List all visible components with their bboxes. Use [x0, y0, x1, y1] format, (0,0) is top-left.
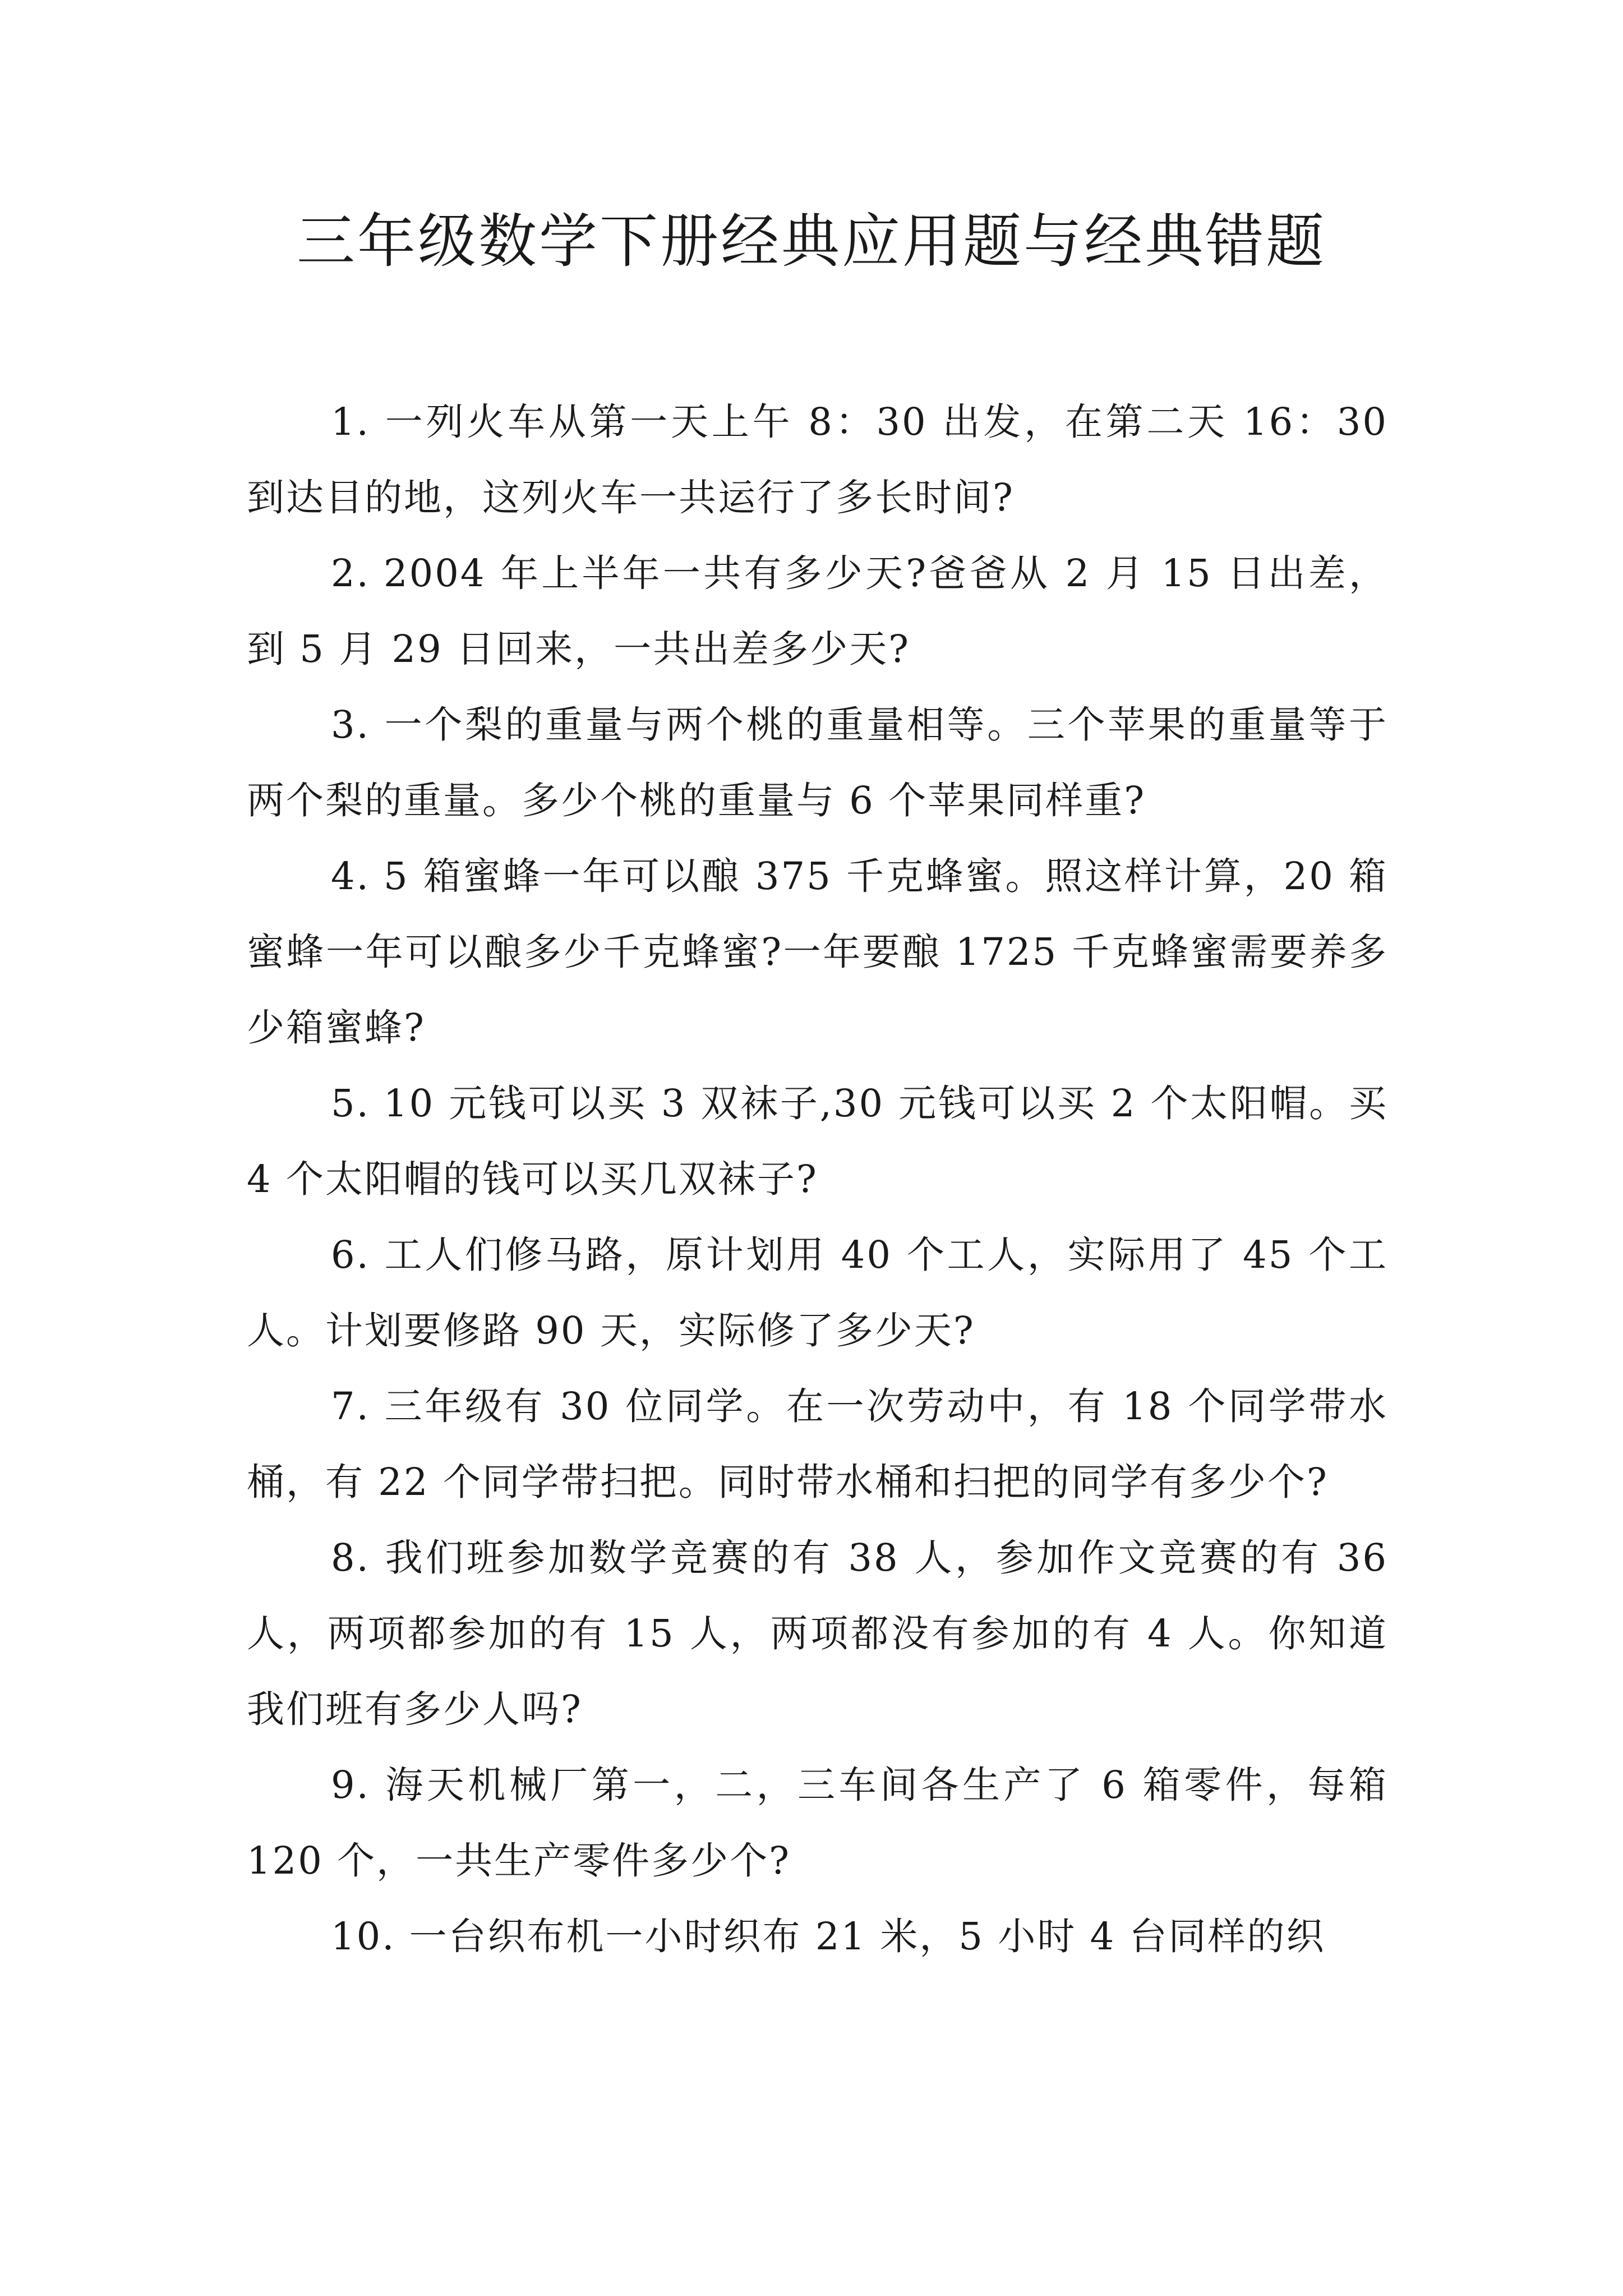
- question-item: [247, 536, 1388, 687]
- question-text: 海天机械厂第一，二，三车间各生产了 6 箱零件，每箱 120 个，一共生产零件多少个?: [247, 1763, 1388, 1883]
- question-number: 5.: [331, 1082, 370, 1125]
- question-item: [247, 1520, 1388, 1747]
- question-number: 2.: [331, 551, 370, 595]
- document-title: 三年级数学下册经典应用题与经典错题: [296, 207, 1326, 275]
- question-item: [247, 1369, 1388, 1520]
- question-item: [247, 1066, 1388, 1217]
- question-text: 工人们修马路，原计划用 40 个工人，实际用了 45 个工人。计划要修路 90 天，实际修了多少天?: [247, 1233, 1388, 1352]
- question-item: [247, 839, 1388, 1066]
- question-text: 5 箱蜜蜂一年可以酿 375 千克蜂蜜。照这样计算，20 箱蜜蜂一年可以酿多少千克蜂蜜?一年要酿 1725 千克蜂蜜需要养多少箱蜜蜂?: [247, 854, 1388, 1050]
- question-list: [247, 384, 1388, 1975]
- question-text: 我们班参加数学竞赛的有 38 人，参加作文竞赛的有 36 人，两项都参加的有 15 人，两项都没有参加的有 4 人。你知道我们班有多少人吗?: [247, 1536, 1388, 1731]
- question-number: 1.: [331, 400, 370, 444]
- question-number: 7.: [331, 1384, 370, 1428]
- question-number: 8.: [331, 1536, 370, 1580]
- question-number: 10.: [331, 1915, 396, 1958]
- question-text: 一列火车从第一天上午 8：30 出发，在第二天 16：30 到达目的地，这列火车一共运行了多长时间?: [247, 400, 1388, 519]
- question-number: 9.: [331, 1763, 370, 1807]
- question-number: 6.: [331, 1233, 370, 1277]
- question-item: [247, 1899, 1388, 1975]
- question-text: 10 元钱可以买 3 双袜子,30 元钱可以买 2 个太阳帽。买 4 个太阳帽的钱可以买几双袜子?: [247, 1082, 1388, 1201]
- question-number: 3.: [331, 703, 370, 747]
- question-item: [247, 384, 1388, 536]
- question-text: 2004 年上半年一共有多少天?爸爸从 2 月 15 日出差，到 5 月 29 日回来，一共出差多少天?: [247, 551, 1388, 671]
- question-item: [247, 1217, 1388, 1369]
- question-text: 一台织布机一小时织布 21 米，5 小时 4 台同样的织: [409, 1915, 1326, 1958]
- question-item: [247, 687, 1388, 839]
- question-item: [247, 1747, 1388, 1899]
- question-text: 一个梨的重量与两个桃的重量相等。三个苹果的重量等于两个梨的重量。多少个桃的重量与 6 个苹果同样重?: [247, 703, 1388, 822]
- question-text: 三年级有 30 位同学。在一次劳动中，有 18 个同学带水桶，有 22 个同学带扫把。同时带水桶和扫把的同学有多少个?: [247, 1384, 1388, 1504]
- question-number: 4.: [331, 854, 370, 898]
